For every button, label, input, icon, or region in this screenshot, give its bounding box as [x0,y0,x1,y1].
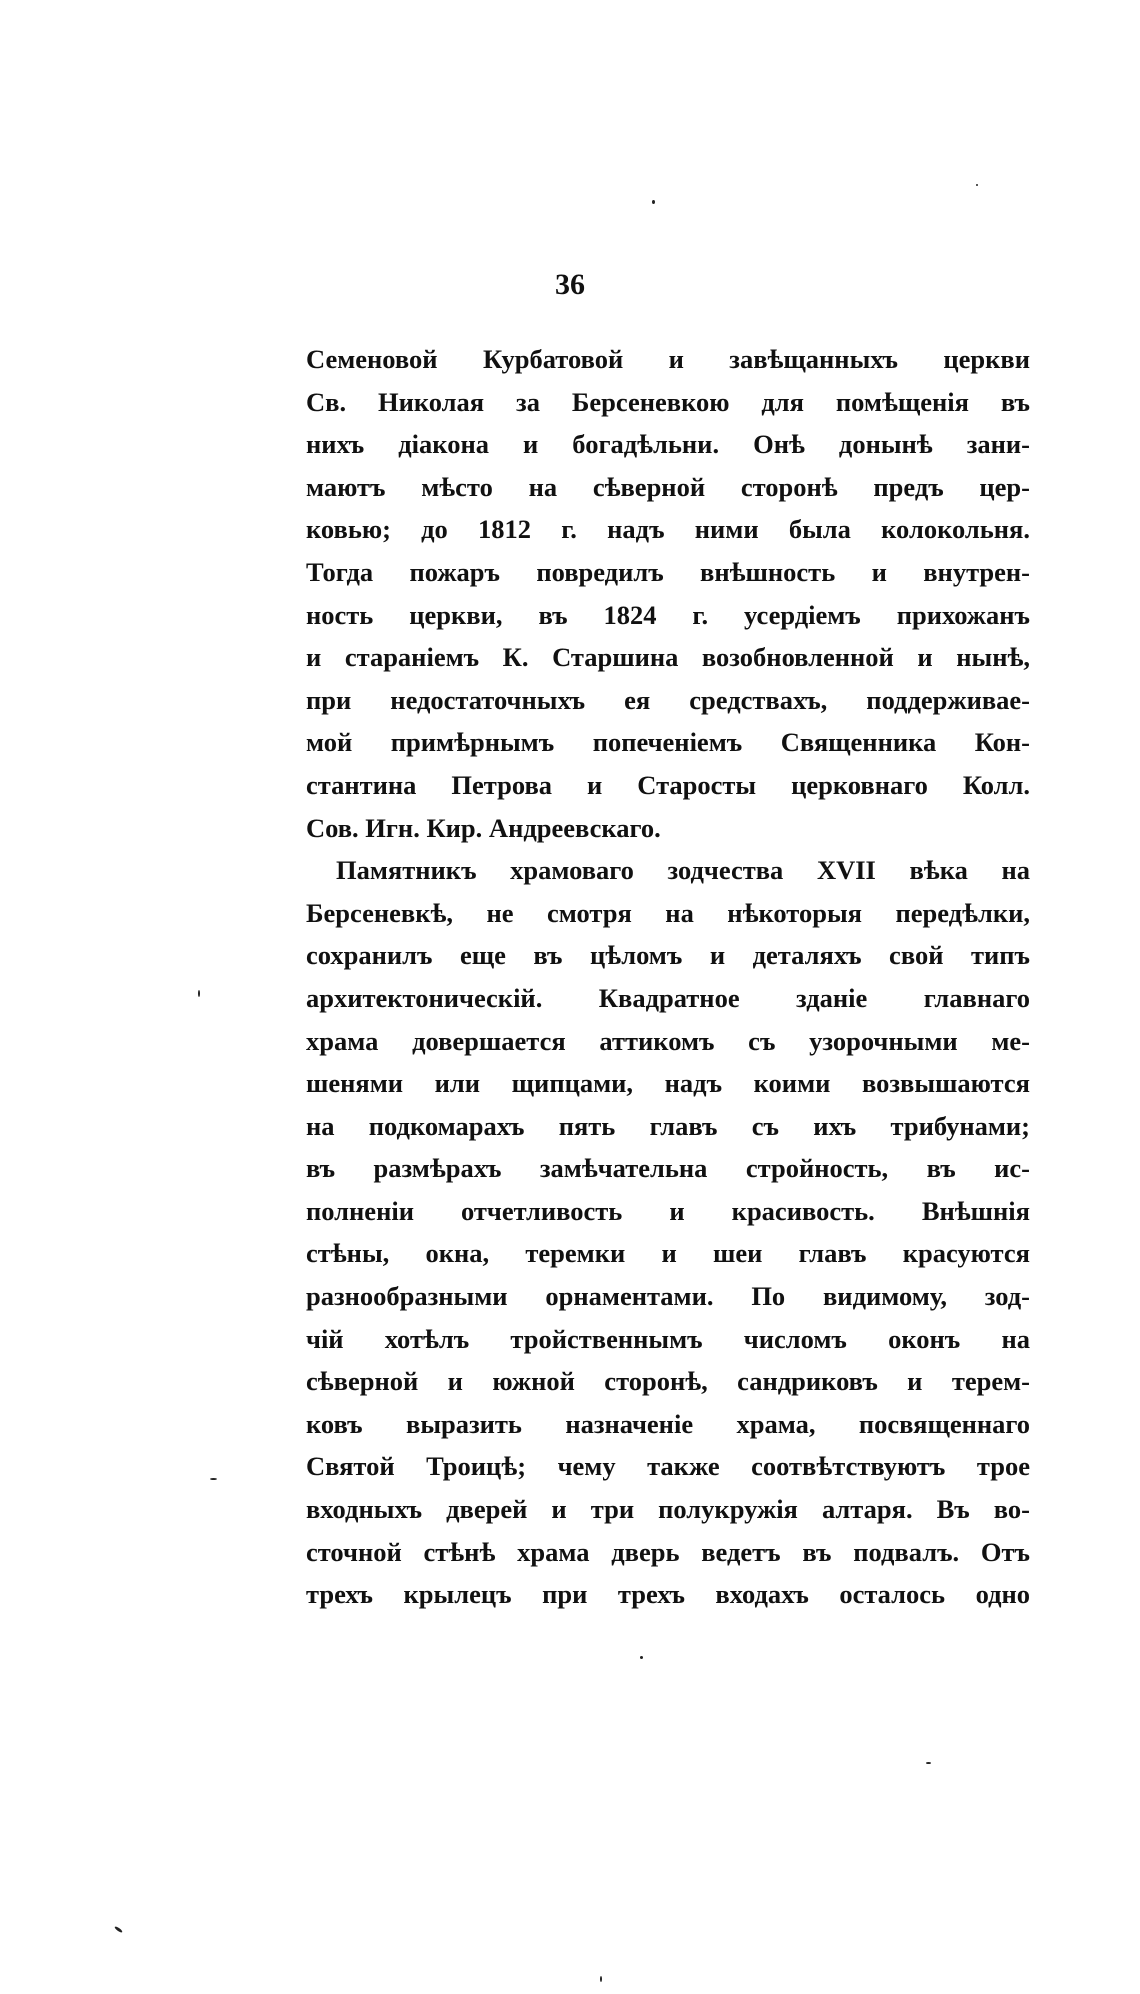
text-line: Тогда пожаръ повредилъ внѣшность и внутрен- [306,556,1030,587]
text-line: Святой Троицѣ; чему также соотвѣтствуютъ трое [306,1451,1030,1482]
page-number: 36 [555,268,585,301]
text-line: трехъ крылецъ при трехъ входахъ осталось одно [306,1579,1030,1610]
text-line: стѣны, окна, теремки и шеи главъ красуются [306,1238,1030,1269]
scan-speck [640,1656,643,1659]
text-line: ность церкви, въ 1824 г. усердіемъ прихожанъ [306,599,1030,630]
scan-speck [198,990,200,997]
text-line: храма довершается аттикомъ съ узорочными ме- [306,1025,1030,1056]
text-line: Св. Николая за Берсеневкою для помѣщенія въ [306,386,1030,417]
text-line: мой примѣрнымъ попеченіемъ Священника Кон- [306,727,1030,758]
text-line: сѣверной и южной сторонѣ, сандриковъ и терем- [306,1366,1030,1397]
text-line: сточной стѣнѣ храма дверь ведетъ въ подвалъ. Отъ [306,1536,1030,1567]
text-line: входныхъ дверей и три полукружія алтаря. Въ во- [306,1494,1030,1525]
scan-speck [114,1926,123,1934]
body-text [306,338,1030,1616]
text-line: Памятникъ храмоваго зодчества XVII вѣка на [336,855,1030,886]
text-line: Сов. Игн. Кир. Андреевскаго. [306,812,661,843]
scan-speck [652,200,655,204]
paragraph-2 [306,849,1030,1616]
scan-speck [210,1478,217,1480]
scan-speck [600,1976,602,1982]
text-line: сохранилъ еще въ цѣломъ и деталяхъ свой типъ [306,940,1030,971]
scan-speck [976,184,978,186]
text-line: маютъ мѣсто на сѣверной сторонѣ предъ цер- [306,471,1030,502]
text-line: чій хотѣлъ тройственнымъ числомъ оконъ на [306,1323,1030,1354]
text-line: Семеновой Курбатовой и завѣщанныхъ церкви [306,344,1030,374]
text-line: въ размѣрахъ замѣчательна стройность, въ ис- [306,1153,1030,1184]
scan-speck [926,1762,931,1764]
text-line: и стараніемъ К. Старшина возобновленной и нынѣ, [306,642,1030,673]
text-line: стантина Петрова и Старосты церковнаго Колл. [306,769,1030,800]
text-line: ковъ выразить назначеніе храма, посвященнаго [306,1408,1030,1439]
text-line: шенями или щипцами, надъ коими возвышаются [306,1068,1030,1099]
paragraph-1 [306,338,1030,849]
text-line: разнообразными орнаментами. По видимому, зод- [306,1281,1030,1312]
text-line: при недостаточныхъ ея средствахъ, поддерживае- [306,684,1030,715]
text-line: ковью; до 1812 г. надъ ними была колокольня. [306,514,1030,545]
text-line: архитектоническій. Квадратное зданіе главнаго [306,982,1030,1013]
text-line: полненіи отчетливость и красивость. Внѣшнія [306,1195,1030,1226]
text-line: на подкомарахъ пять главъ съ ихъ трибунами; [306,1110,1030,1141]
text-line: нихъ діакона и богадѣльни. Онѣ донынѣ зани- [306,429,1030,460]
text-line: Берсеневкѣ, не смотря на нѣкоторыя передѣлки, [306,897,1030,928]
